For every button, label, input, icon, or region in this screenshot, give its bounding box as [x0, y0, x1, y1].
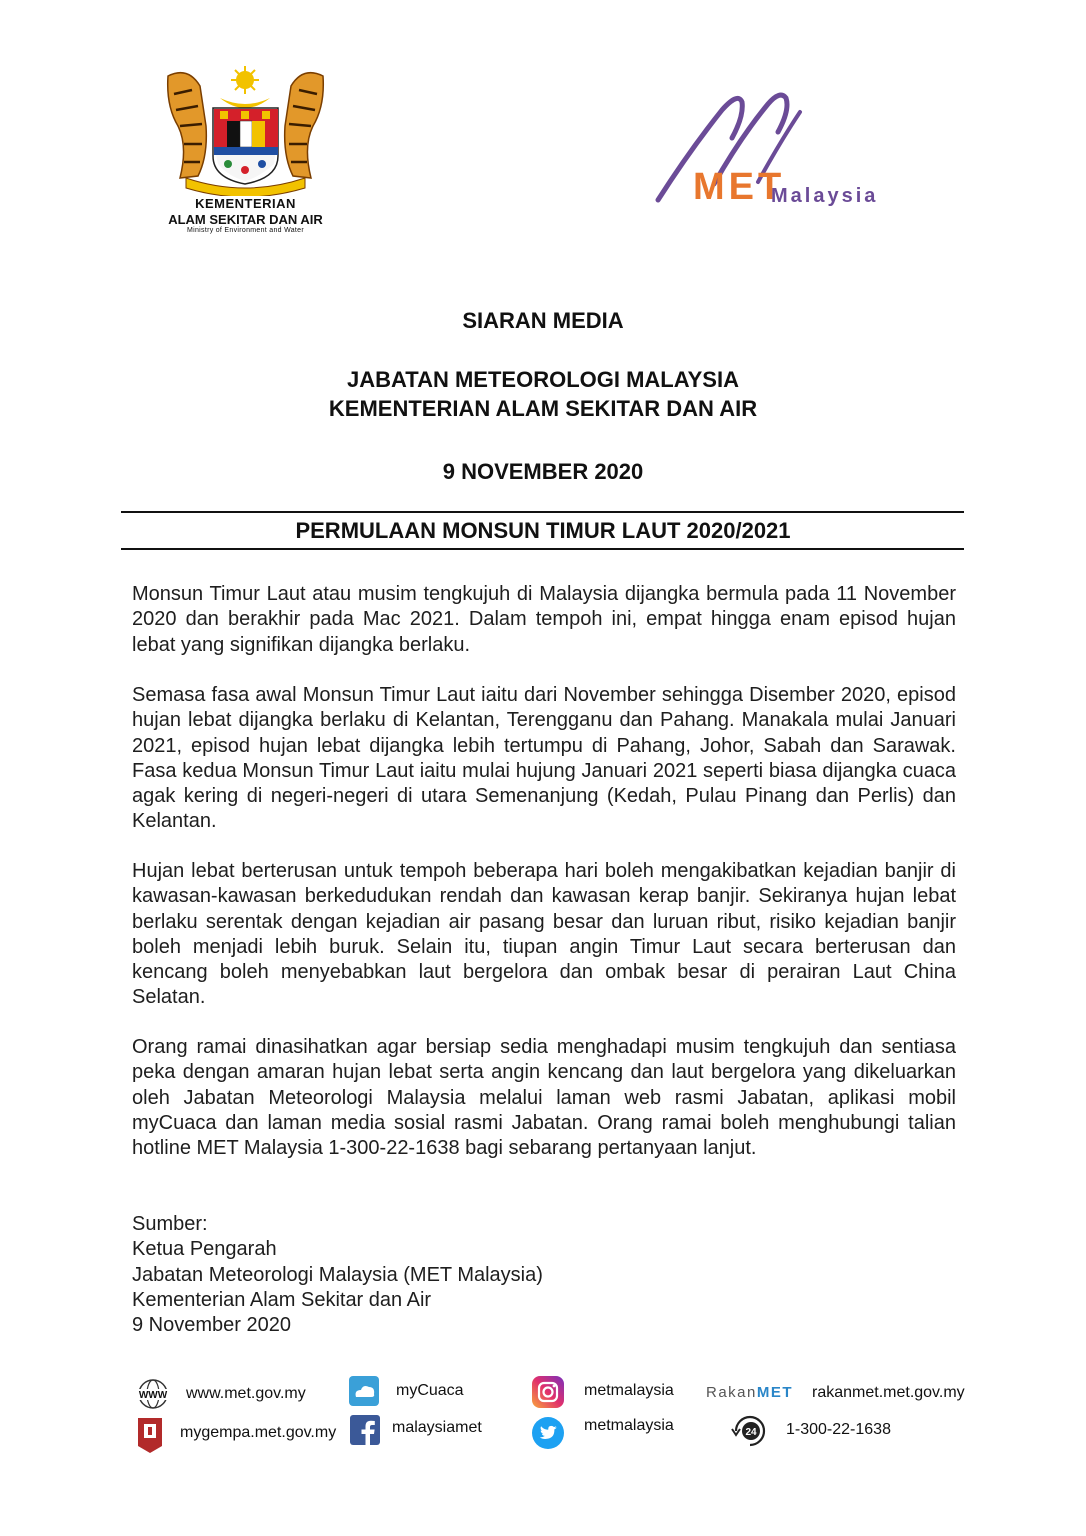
www-icon-label: WWW	[138, 1390, 168, 1401]
coat-of-arms-icon	[158, 66, 333, 196]
met-logo-text: MET	[693, 166, 786, 208]
source-ministry: Kementerian Alam Sekitar dan Air	[132, 1288, 432, 1311]
rakanmet-logo	[706, 1384, 793, 1401]
source-label: Sumber:	[132, 1213, 208, 1235]
met-malaysia-logo	[650, 90, 915, 220]
mygempa-icon	[136, 1416, 164, 1454]
body-paragraph: Monsun Timur Laut atau musim tengkujuh di Malaysia dijangka bermula pada 11 November 2020 dan berakhir pada Mac 2021. Dalam tempoh ini, empat hingga enam episod hujan lebat yang signifikan dijangka berlaku.	[132, 583, 956, 656]
ministry-name-line1: KEMENTERIAN	[195, 196, 296, 211]
ministry-heading: KEMENTERIAN ALAM SEKITAR DAN AIR	[328, 396, 758, 421]
subject-top-rule	[121, 511, 964, 513]
source-date: 9 November 2020	[132, 1314, 291, 1337]
instagram-icon	[531, 1375, 565, 1409]
ministry-name-english: Ministry of Environment and Water	[186, 227, 304, 234]
source-agency: Jabatan Meteorologi Malaysia (MET Malaysia)	[132, 1263, 543, 1286]
facebook-icon	[350, 1415, 380, 1445]
twitter-icon	[531, 1416, 565, 1450]
twitter-link[interactable]: metmalaysia	[584, 1417, 674, 1434]
hotline-badge-label: 24	[745, 1427, 757, 1438]
malaysia-logo-text: Malaysia	[771, 185, 879, 207]
mycuaca-app-icon	[348, 1375, 380, 1407]
source-block	[132, 1212, 543, 1338]
website-link[interactable]: www.met.gov.my	[186, 1385, 306, 1402]
facebook-link[interactable]: malaysiamet	[392, 1419, 482, 1436]
subject-heading: PERMULAAN MONSUN TIMUR LAUT 2020/2021	[295, 518, 791, 543]
hotline-number[interactable]: 1-300-22-1638	[786, 1421, 891, 1438]
mygempa-link[interactable]: mygempa.met.gov.my	[180, 1424, 337, 1441]
body-paragraph: Orang ramai dinasihatkan agar bersiap sedia menghadapi musim tengkujuh dan sentiasa peka dengan amaran hujan lebat serta angin kencang dan laut bergelora yang dikeluarkan oleh Jabatan Meteorologi Malaysia melalui laman web rasmi Jabatan, aplikasi mobil myCuaca dan laman media sosial rasmi Jabatan. Orang ramai boleh menghubungi talian hotline MET Malaysia 1-300-22-1638 bagi sebarang pertanyaan lanjut.	[132, 1036, 956, 1160]
mycuaca-link[interactable]: myCuaca	[396, 1382, 464, 1399]
rakanmet-logo-text-b: MET	[756, 1384, 794, 1401]
ministry-logo	[158, 66, 333, 236]
instagram-link[interactable]: metmalaysia	[584, 1382, 674, 1399]
rakanmet-logo-text-a: Rakan	[706, 1384, 757, 1401]
hotline-24h-phone-icon	[730, 1413, 770, 1449]
www-globe-icon	[133, 1378, 173, 1410]
source-title: Ketua Pengarah	[132, 1238, 277, 1261]
subject-bottom-rule	[121, 548, 964, 550]
ministry-name-line2: ALAM SEKITAR DAN AIR	[168, 212, 323, 227]
rakanmet-link[interactable]: rakanmet.met.gov.my	[812, 1384, 965, 1401]
body-paragraph: Hujan lebat berterusan untuk tempoh beberapa hari boleh mengakibatkan kejadian banjir di kawasan-kawasan berkedudukan rendah dan kawasan kerap banjir. Sekiranya hujan lebat berlaku serentak dengan kejadian air pasang besar dan luruan ribut, risiko kejadian banjir boleh menjadi lebih buruk. Selain itu, tiupan angin Timur Laut secara berterusan dan kencang boleh menyebabkan laut bergelora dan ombak besar di perairan Laut China Selatan.	[132, 860, 956, 1009]
release-type-heading: SIARAN MEDIA	[462, 308, 624, 333]
body-paragraph: Semasa fasa awal Monsun Timur Laut iaitu dari November sehingga Disember 2020, episod hujan lebat dijangka berlaku di Kelantan, Terengganu dan Pahang. Manakala mulai Januari 2021, episod hujan lebat dijangka lebih tertumpu di Pahang, Johor, Sabah dan Sarawak. Fasa kedua Monsun Timur Laut iaitu mulai hujung Januari 2021 seperti biasa dijangka cuaca agak kering di negeri-negeri di utara Semenanjung (Kedah, Pulau Pinang dan Perlis) dan Kelantan.	[132, 684, 956, 833]
agency-heading: JABATAN METEOROLOGI MALAYSIA	[347, 367, 739, 392]
date-heading: 9 NOVEMBER 2020	[442, 459, 644, 484]
